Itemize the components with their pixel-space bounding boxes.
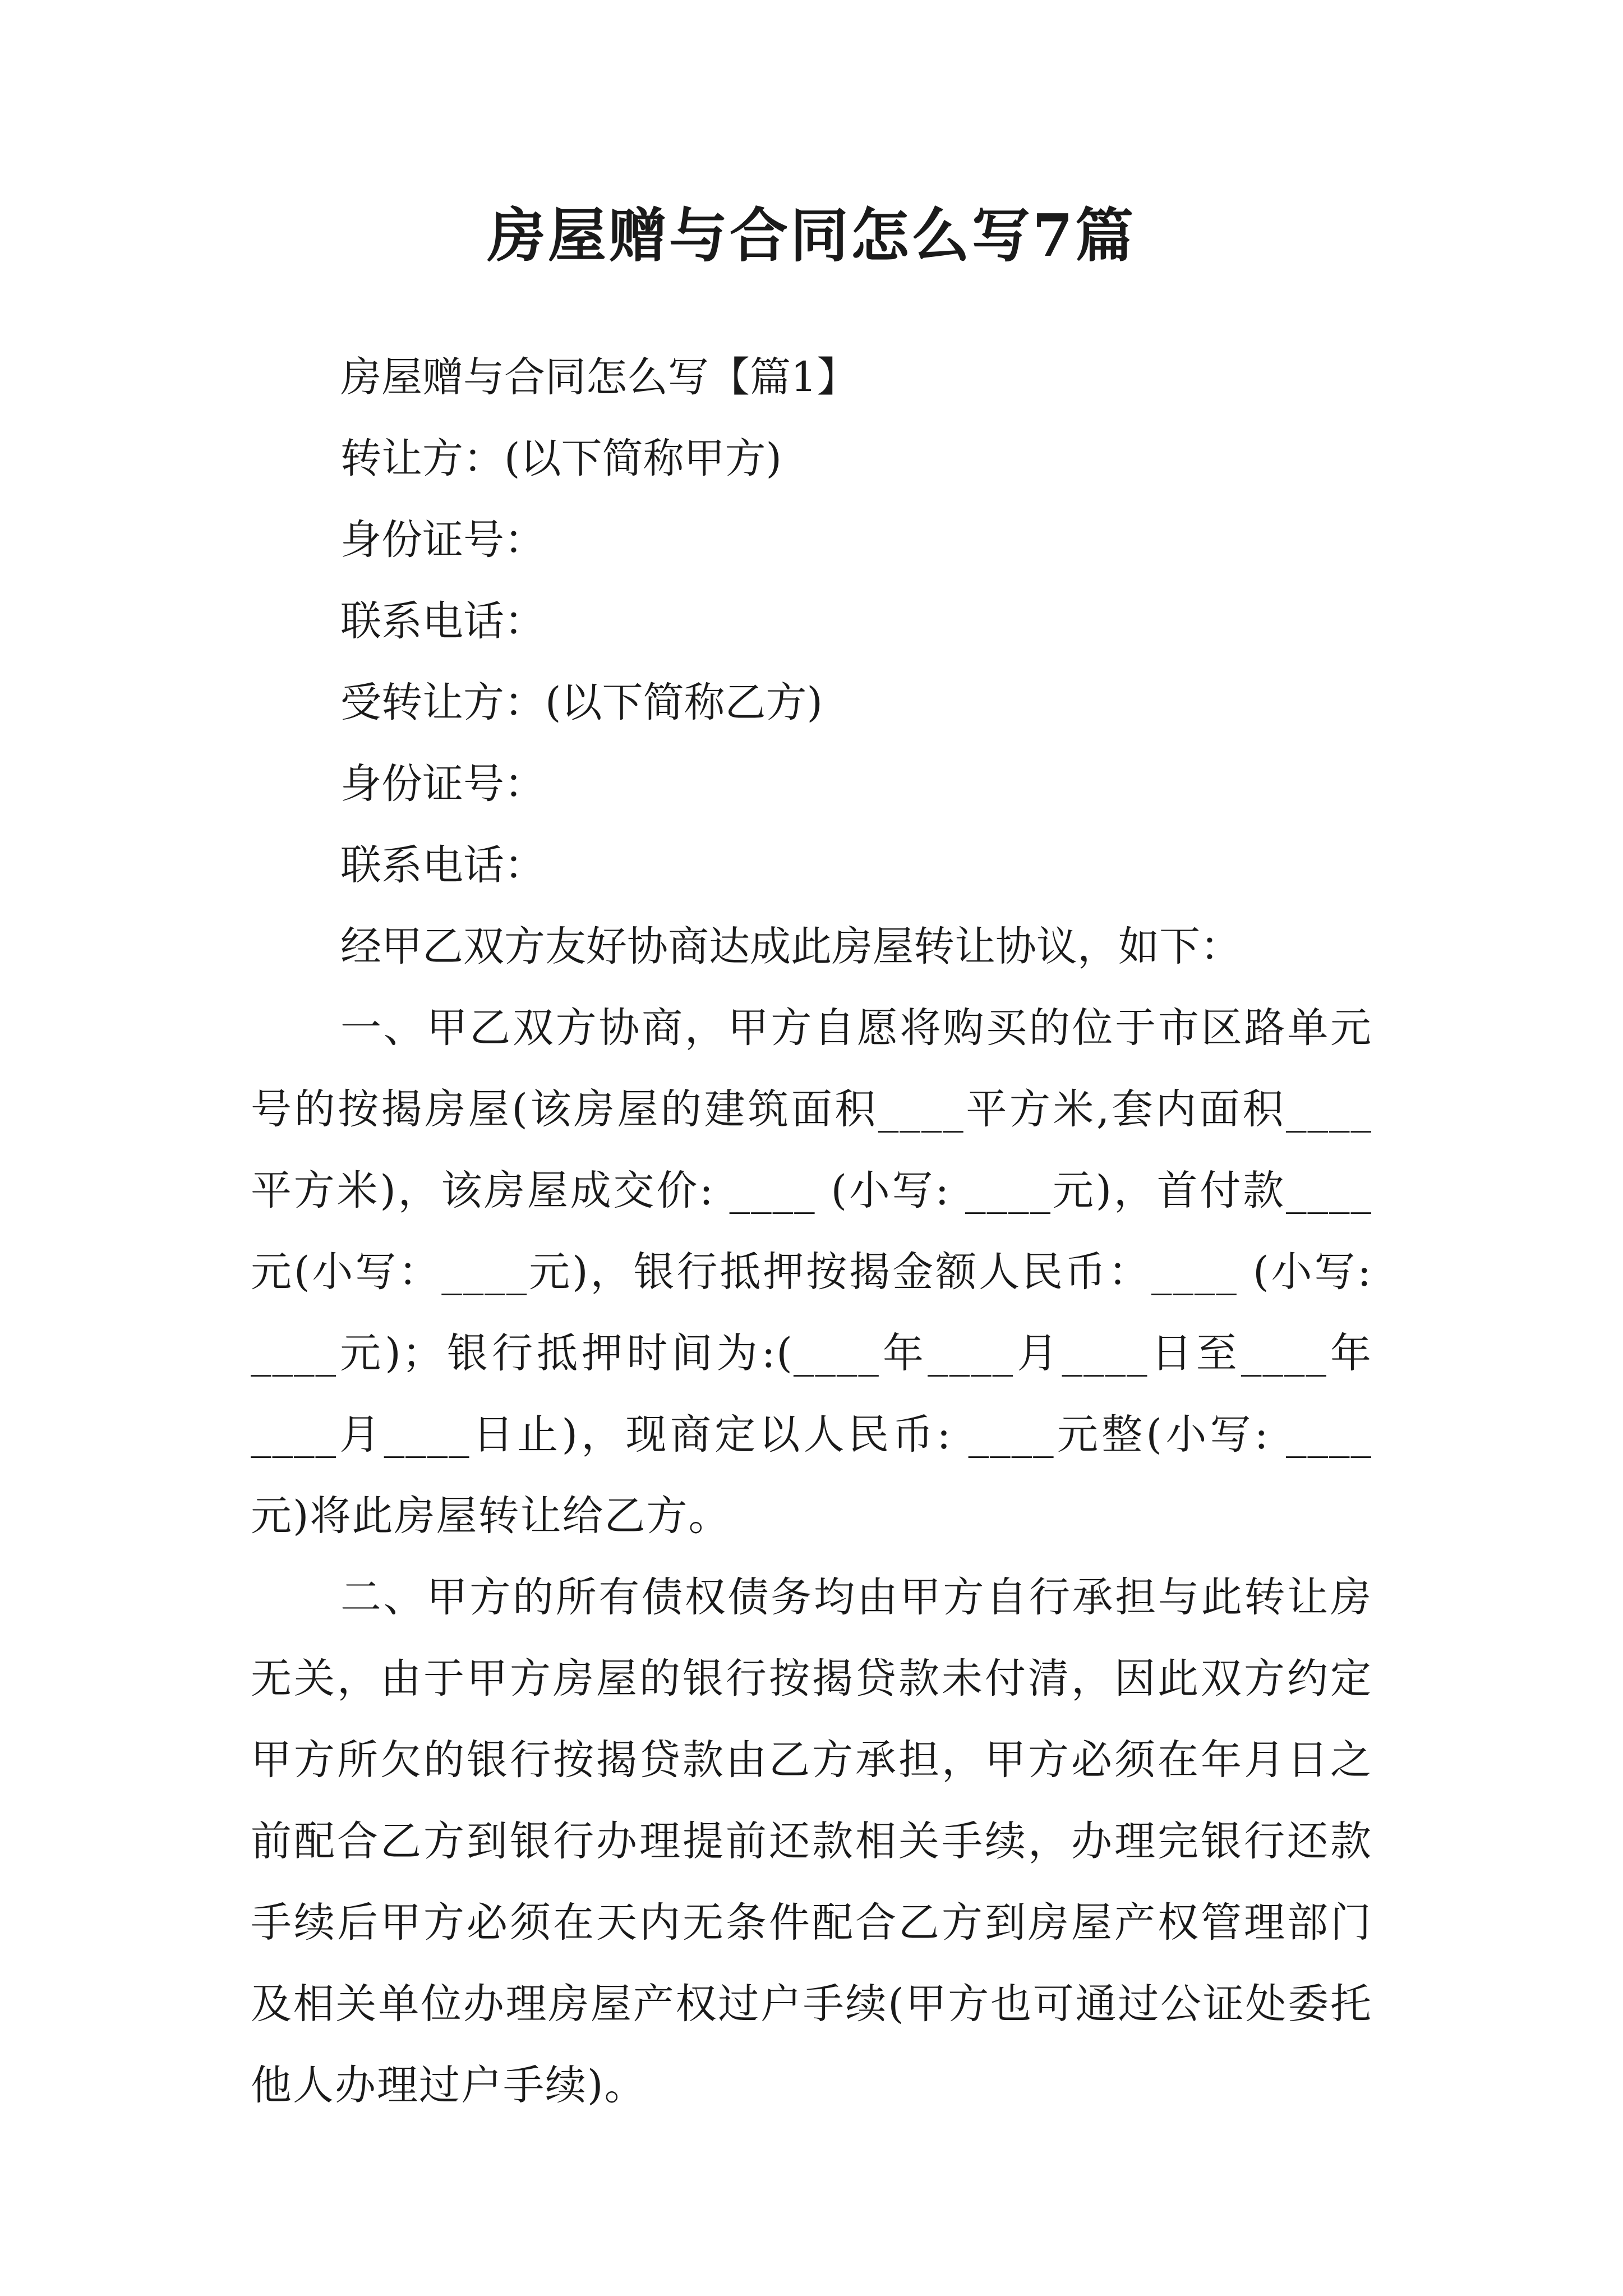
party-a-label: 转让方：(以下简称甲方) — [340, 435, 782, 482]
party-a-id-label: 身份证号： — [340, 516, 545, 564]
intro-text: 经甲乙双方友好协商达成此房屋转让协议，如下： — [340, 923, 1241, 970]
party-b-id-label: 身份证号： — [340, 760, 545, 808]
document-title: 房屋赠与合同怎么写7篇 — [487, 201, 1136, 270]
clause-2: 二、甲方的所有债权债务均由甲方自行承担与此转让房无关，由于甲方房屋的银行按揭贷款未付清，因此双方约定甲方所欠的银行按揭贷款由乙方承担，甲方必须在年月日之前配合乙方到银行办理提前还款相关手续，办理完银行还款手续后甲方必须在天内无条件配合乙方到房屋产权管理部门及相关单位办理房屋产权过户手续(甲方也可通过公证处委托他人办理过户手续)。 — [251, 1573, 1372, 2109]
document-body — [251, 337, 1372, 2126]
party-b-label: 受转让方：(以下简称乙方) — [340, 679, 823, 726]
section-heading: 房屋赠与合同怎么写【篇1】 — [340, 353, 858, 401]
clause-1: 一、甲乙双方协商，甲方自愿将购买的位于市区路单元号的按揭房屋(该房屋的建筑面积____平方米,套内面积____平方米)，该房屋成交价: ____ (小写: ____元)，首付款____元(小写：____元)，银行抵押按揭金额人民币：____ (小写: ____元)；银行抵押时间为:(____年____月____日至____年____月____日止)，现商定以人民币: ____元整(小写: ____元)将此房屋转让给乙方。 — [251, 1004, 1372, 1540]
party-a-phone-label: 联系电话： — [340, 597, 545, 645]
party-b-phone-label: 联系电话： — [340, 841, 545, 889]
